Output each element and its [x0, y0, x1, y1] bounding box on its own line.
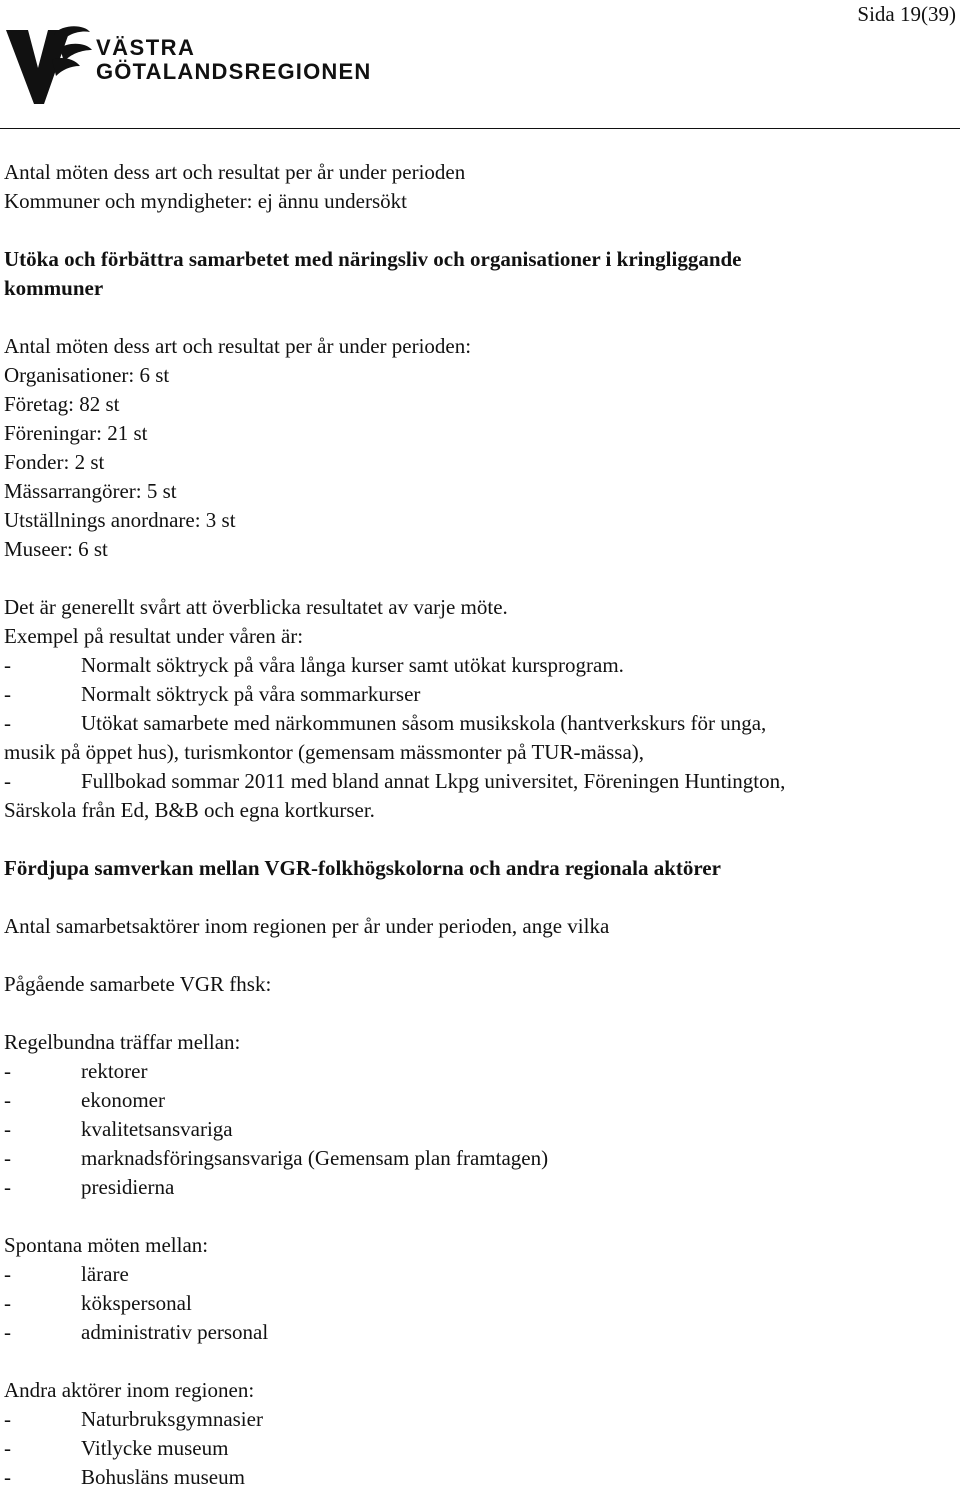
- header-divider: [0, 128, 960, 129]
- list-title: Andra aktörer inom regionen:: [4, 1378, 255, 1402]
- logo-line-2: GÖTALANDSREGIONEN: [96, 59, 372, 84]
- list-item: [4, 1289, 944, 1318]
- list-item: [4, 1173, 944, 1202]
- list-dash: -: [4, 1146, 11, 1170]
- list-item-text: marknadsföringsansvariga (Gemensam plan framtagen): [81, 1146, 549, 1170]
- list-dash: -: [4, 1407, 11, 1431]
- list-dash: -: [4, 1088, 11, 1112]
- logo-line-1: VÄSTRA: [96, 35, 196, 60]
- list-item-text: Utökat samarbete med närkommunen såsom musikskola (hantverkskurs för unga,: [81, 711, 767, 735]
- stat-line: Företag: 82 st: [4, 392, 120, 416]
- list-dash: -: [4, 1059, 11, 1083]
- list-item-text: lärare: [81, 1262, 129, 1286]
- page-number: Sida 19(39): [857, 2, 956, 26]
- list-item-text: Normalt söktryck på våra sommarkurser: [81, 682, 421, 706]
- section-heading: Fördjupa samverkan mellan VGR-folkhögskolorna och andra regionala aktörer: [4, 856, 721, 880]
- list-dash: -: [4, 1175, 11, 1199]
- list-dash: -: [4, 1436, 11, 1460]
- vgr-logo-mark: [4, 24, 94, 108]
- list-item: [4, 1115, 944, 1144]
- list-item-text: kvalitetsansvariga: [81, 1117, 233, 1141]
- section-heading: Utöka och förbättra samarbetet med näringsliv och organisationer i kringliggande: [4, 247, 742, 271]
- list-dash: -: [4, 1291, 11, 1315]
- list-item: [4, 1144, 944, 1173]
- stat-line: Fonder: 2 st: [4, 450, 105, 474]
- section-heading: kommuner: [4, 276, 104, 300]
- list-item: [4, 1405, 944, 1434]
- list-item: [4, 680, 944, 709]
- list-title: Spontana möten mellan:: [4, 1233, 209, 1257]
- paragraph-line: Antal möten dess art och resultat per år under perioden:: [4, 334, 472, 358]
- list-dash: -: [4, 1320, 11, 1344]
- list-item: [4, 767, 944, 796]
- list-item-text: presidierna: [81, 1175, 175, 1199]
- stat-line: Mässarrangörer: 5 st: [4, 479, 177, 503]
- stat-line: Utställnings anordnare: 3 st: [4, 508, 236, 532]
- paragraph-line: Pågående samarbete VGR fhsk:: [4, 972, 272, 996]
- document-body: [4, 158, 944, 1492]
- list-item: [4, 1463, 944, 1492]
- list-item: [4, 1318, 944, 1347]
- list-title: Regelbundna träffar mellan:: [4, 1030, 241, 1054]
- logo-wordmark: [96, 36, 371, 84]
- vgr-logo: [4, 24, 384, 108]
- list-item-text: Normalt söktryck på våra långa kurser samt utökat kursprogram.: [81, 653, 624, 677]
- stat-line: Museer: 6 st: [4, 537, 108, 561]
- list-item: [4, 1434, 944, 1463]
- list-item: [4, 709, 944, 738]
- list-item-text: administrativ personal: [81, 1320, 269, 1344]
- list-dash: -: [4, 1117, 11, 1141]
- list-dash: -: [4, 711, 11, 735]
- list-dash: -: [4, 1465, 11, 1489]
- list-item: [4, 1086, 944, 1115]
- list-item-text: Fullbokad sommar 2011 med bland annat Lkpg universitet, Föreningen Huntington,: [81, 769, 786, 793]
- list-item-text: ekonomer: [81, 1088, 165, 1112]
- list-item: [4, 651, 944, 680]
- list-item-text: Bohusläns museum: [81, 1465, 245, 1489]
- paragraph-line: Exempel på resultat under våren är:: [4, 624, 304, 648]
- list-item-text: rektorer: [81, 1059, 148, 1083]
- list-dash: -: [4, 682, 11, 706]
- list-item-continuation: Särskola från Ed, B&B och egna kortkurser.: [4, 798, 375, 822]
- list-item: [4, 1057, 944, 1086]
- list-item: [4, 1260, 944, 1289]
- paragraph-line: Antal samarbetsaktörer inom regionen per år under perioden, ange vilka: [4, 914, 610, 938]
- list-item-text: kökspersonal: [81, 1291, 192, 1315]
- list-item-text: Naturbruksgymnasier: [81, 1407, 263, 1431]
- list-item-continuation: musik på öppet hus), turismkontor (gemensam mässmonter på TUR-mässa),: [4, 740, 645, 764]
- list-dash: -: [4, 1262, 11, 1286]
- stat-line: Organisationer: 6 st: [4, 363, 170, 387]
- paragraph-line: Antal möten dess art och resultat per år under perioden: [4, 160, 466, 184]
- paragraph-line: Kommuner och myndigheter: ej ännu undersökt: [4, 189, 407, 213]
- paragraph-line: Det är generellt svårt att överblicka resultatet av varje möte.: [4, 595, 508, 619]
- stat-line: Föreningar: 21 st: [4, 421, 148, 445]
- list-item-text: Vitlycke museum: [81, 1436, 229, 1460]
- list-dash: -: [4, 769, 11, 793]
- list-dash: -: [4, 653, 11, 677]
